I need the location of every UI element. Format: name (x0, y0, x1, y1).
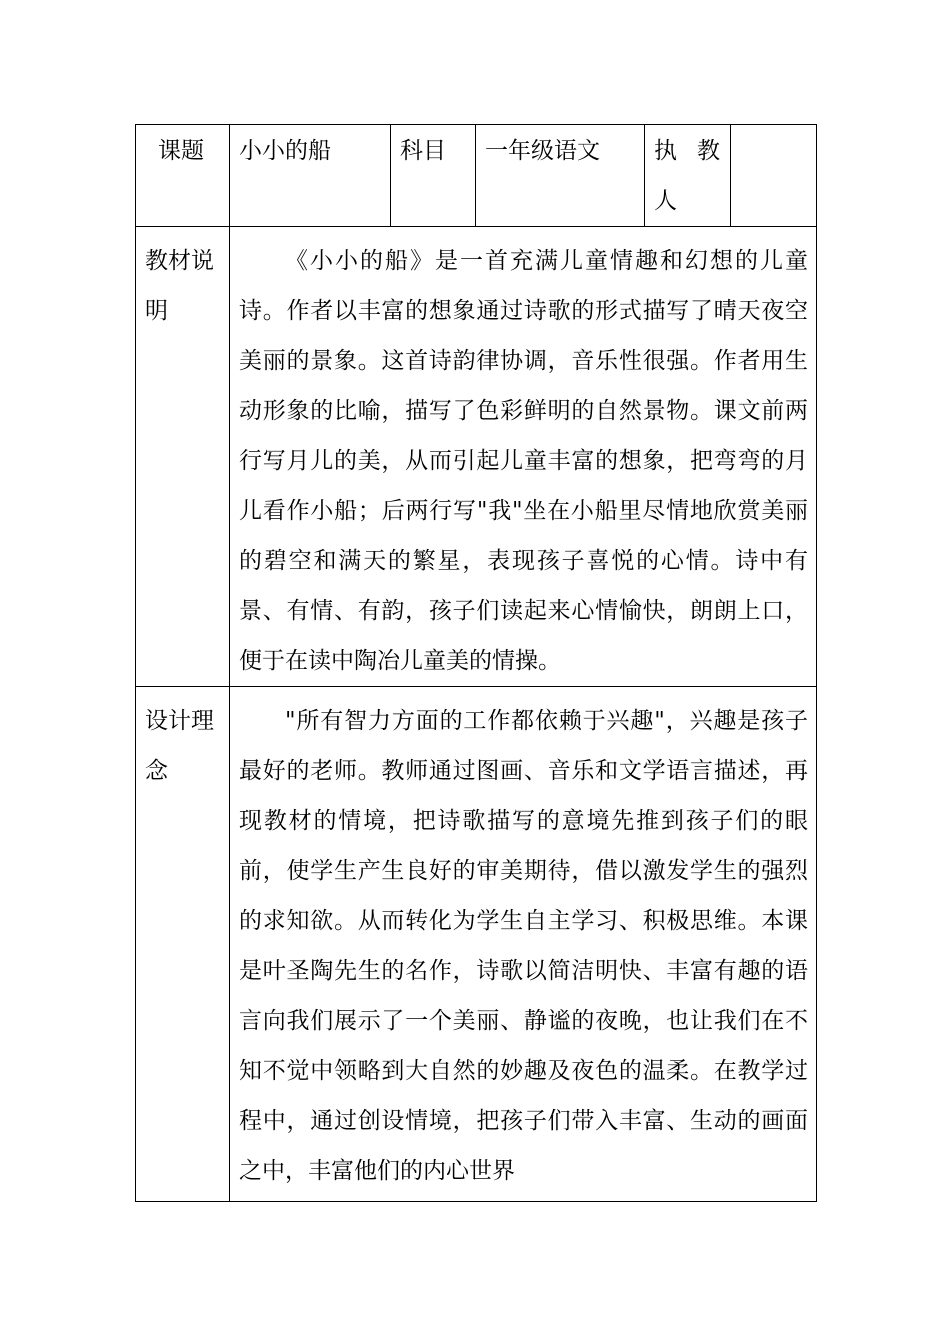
subject-value: 一年级语文 (476, 125, 645, 227)
materials-body: 《小小的船》是一首充满儿童情趣和幻想的儿童诗。作者以丰富的想象通过诗歌的形式描写了晴天夜空美丽的景象。这首诗韵律协调，音乐性很强。作者用生动形象的比喻，描写了色彩鲜明的自然景物。课文前两行写月儿的美，从而引起儿童丰富的想象，把弯弯的月儿看作小船；后两行写"我"坐在小船里尽情地欣赏美丽的碧空和满天的繁星，表现孩子喜悦的心情。诗中有景、有情、有韵，孩子们读起来心情愉快，朗朗上口，便于在读中陶冶儿童美的情操。 (230, 227, 817, 687)
subject-label: 科目 (391, 125, 476, 227)
teacher-label: 执教人 (654, 138, 720, 214)
topic-value: 小小的船 (230, 125, 391, 227)
design-label: 设计理念 (136, 687, 230, 1202)
header-row (136, 125, 817, 227)
teacher-value (731, 125, 817, 227)
design-row (136, 687, 817, 1202)
topic-label: 课题 (136, 125, 230, 227)
teacher-label-cell (645, 125, 731, 227)
design-body: "所有智力方面的工作都依赖于兴趣"，兴趣是孩子最好的老师。教师通过图画、音乐和文学语言描述，再现教材的情境，把诗歌描写的意境先推到孩子们的眼前，使学生产生良好的审美期待，借以激发学生的强烈的求知欲。从而转化为学生自主学习、积极思维。本课是叶圣陶先生的名作，诗歌以简洁明快、丰富有趣的语言向我们展示了一个美丽、静谧的夜晚，也让我们在不知不觉中领略到大自然的妙趣及夜色的温柔。在教学过程中，通过创设情境，把孩子们带入丰富、生动的画面之中，丰富他们的内心世界 (230, 687, 817, 1202)
materials-label: 教材说明 (136, 227, 230, 687)
lesson-plan-table (135, 124, 817, 1202)
materials-row (136, 227, 817, 687)
